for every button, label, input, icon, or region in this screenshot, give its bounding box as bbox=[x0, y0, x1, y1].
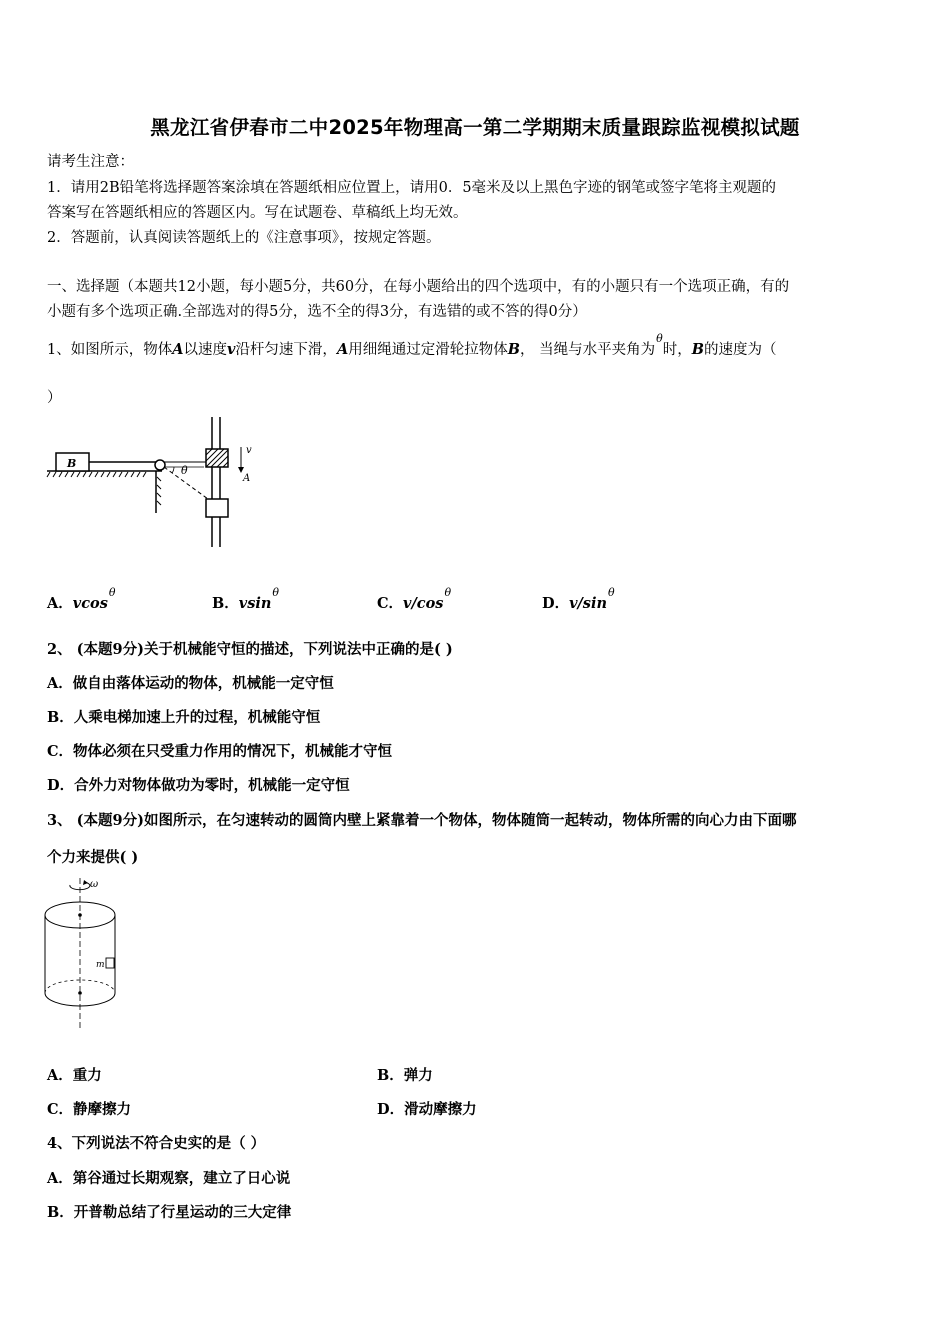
q3-option-d[interactable]: D．滑动摩擦力 bbox=[377, 1101, 477, 1118]
q2-option-a[interactable]: A．做自由落体运动的物体，机械能一定守恒 bbox=[47, 675, 334, 692]
q2-option-c[interactable]: C．物体必须在只受重力作用的情况下，机械能才守恒 bbox=[47, 743, 393, 760]
q3-stem-line-1: 3、 (本题9分)如图所示，在匀速转动的圆筒内壁上紧靠着一个物体，物体随筒一起转动，物体所需的向心力由下面哪 bbox=[47, 812, 797, 829]
theta-symbol: θ bbox=[656, 332, 663, 345]
block-a-label: A bbox=[243, 473, 251, 484]
q2-option-d[interactable]: D．合外力对物体做功为零时，机械能一定守恒 bbox=[47, 777, 350, 794]
q1-stem: 1、如图所示，物体A以速度v沿杆匀速下滑，A用细绳通过定滑轮拉物体B， 当绳与水平夹角为$^\theta$时，B的速度为（ bbox=[47, 332, 777, 358]
q1-option-a[interactable]: A．vcos$^\theta$ bbox=[47, 586, 116, 612]
q3-option-a[interactable]: A．重力 bbox=[47, 1067, 102, 1084]
q4-option-b[interactable]: B．开普勒总结了行星运动的三大定律 bbox=[47, 1204, 292, 1221]
mass-label: m bbox=[96, 960, 105, 970]
block-b-label: B bbox=[67, 457, 77, 470]
notice-heading: 请考生注意： bbox=[47, 154, 134, 170]
q3-stem-line-2: 个力来提供( ) bbox=[47, 849, 139, 866]
q1-option-d[interactable]: D．$v/\sin^\theta$ bbox=[542, 586, 615, 612]
q1-figure bbox=[44, 415, 274, 555]
q1-option-c[interactable]: C．$v/\cos^\theta$ bbox=[377, 586, 452, 612]
omega-label: ω bbox=[90, 879, 99, 890]
pulley bbox=[155, 460, 165, 470]
notice-line-1b: 答案写在答题纸相应的答题区内。写在试题卷、草稿纸上均无效。 bbox=[47, 205, 468, 221]
q1-option-b[interactable]: B．vsin$^\theta$ bbox=[212, 586, 280, 612]
velocity-label: v bbox=[246, 445, 252, 456]
section-heading-line-1: 一、选择题（本题共12小题，每小题5分，共60分，在每小题给出的四个选项中，有的小题只有一个选项正确，有的 bbox=[47, 279, 790, 295]
block-a-lower bbox=[206, 499, 228, 517]
notice-line-2: 2．答题前，认真阅读答题纸上的《注意事项》，按规定答题。 bbox=[47, 230, 441, 246]
mass-block bbox=[106, 958, 114, 968]
page-title: 黑龙江省伊春市二中2025年物理高一第二学期期末质量跟踪监视模拟试题 bbox=[150, 116, 800, 139]
notice-line-1a: 1．请用2B铅笔将选择题答案涂填在答题纸相应位置上，请用0．5毫米及以上黑色字迹的钢笔或签字笔将主观题的 bbox=[47, 180, 777, 196]
q2-stem: 2、 (本题9分)关于机械能守恒的描述，下列说法中正确的是( ) bbox=[47, 641, 453, 658]
q4-option-a[interactable]: A．第谷通过长期观察，建立了日心说 bbox=[47, 1170, 291, 1187]
q3-option-c[interactable]: C．静摩擦力 bbox=[47, 1101, 132, 1118]
q2-option-b[interactable]: B．人乘电梯加速上升的过程，机械能守恒 bbox=[47, 709, 321, 726]
angle-label: θ bbox=[181, 464, 188, 477]
q3-option-b[interactable]: B．弹力 bbox=[377, 1067, 433, 1084]
q4-stem: 4、下列说法不符合史实的是（ ） bbox=[47, 1135, 266, 1152]
q1-close-paren: ） bbox=[47, 390, 62, 406]
section-heading-line-2: 小题有多个选项正确.全部选对的得5分，选不全的得3分，有选错的或不答的得0分） bbox=[47, 304, 587, 320]
q3-figure bbox=[40, 875, 130, 1035]
